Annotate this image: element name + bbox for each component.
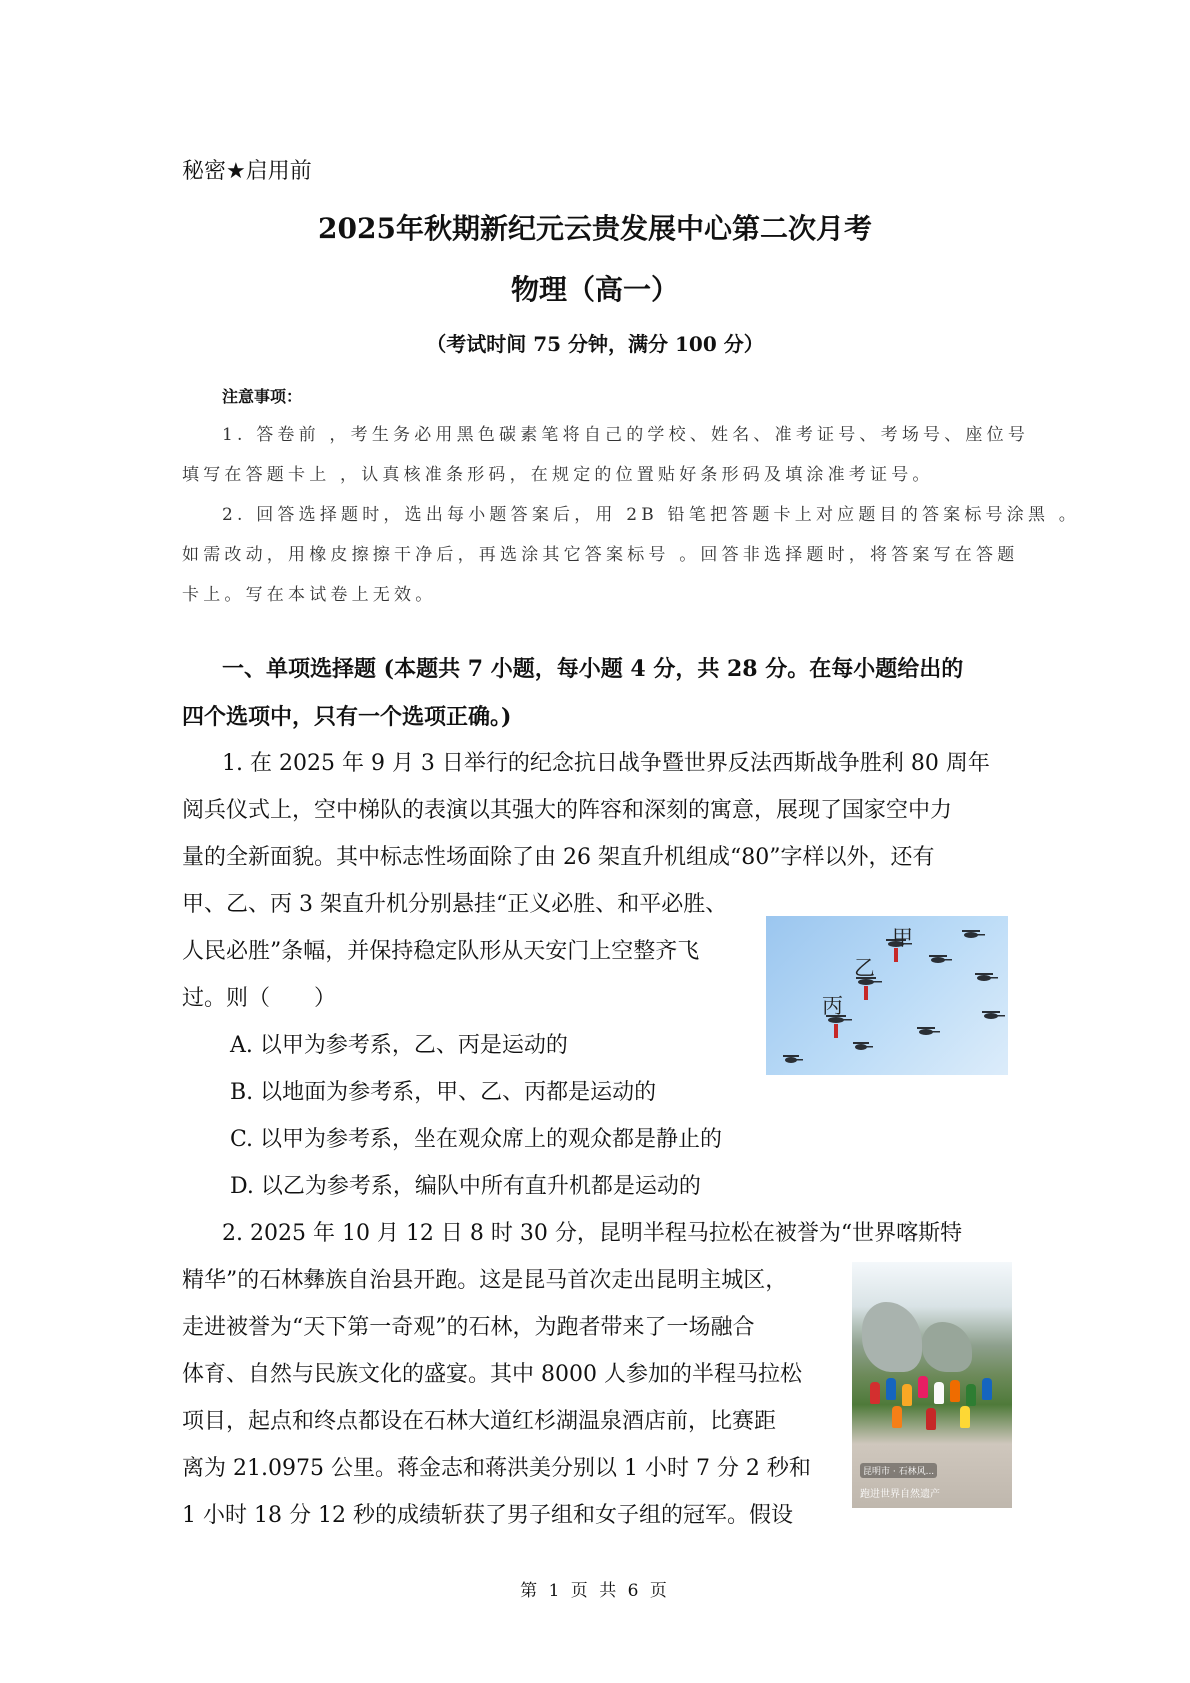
label-yi: 乙 (854, 956, 875, 980)
photo-location-caption: 昆明市 · 石林风... (860, 1463, 937, 1478)
secret-mark: 秘密★启用前 (182, 159, 312, 184)
subject-title: 物理（高一） (510, 273, 679, 306)
question-2-line: 项目，起点和终点都设在石林大道红杉湖温泉酒店前，比赛距 (182, 1409, 777, 1434)
note-line: 卡上。写在本试卷上无效。 (182, 585, 437, 605)
question-1-line: 过。则（ ） (182, 986, 337, 1011)
question-1-line: 量的全新面貌。其中标志性场面除了由 26 架直升机组成“80”字样以外，还有 (182, 845, 935, 870)
label-bing: 丙 (822, 994, 843, 1018)
question-2-line: 精华”的石林彝族自治县开跑。这是昆马首次走出昆明主城区， (182, 1268, 788, 1293)
option-a: A. 以甲为参考系，乙、丙是运动的 (230, 1033, 568, 1058)
question-2-line: 体育、自然与民族文化的盛宴。其中 8000 人参加的半程马拉松 (182, 1362, 802, 1387)
question-1-line: 人民必胜”条幅，并保持稳定队形从天安门上空整齐飞 (182, 939, 700, 964)
question-2-line: 1 小时 18 分 12 秒的成绩斩获了男子组和女子组的冠军。假设 (182, 1503, 793, 1528)
notes-heading: 注意事项： (222, 387, 303, 406)
question-1-line: 阅兵仪式上，空中梯队的表演以其强大的阵容和深刻的寓意，展现了国家空中力 (182, 798, 953, 823)
helicopter-icons (766, 916, 1008, 1075)
question-1-line: 甲、乙、丙 3 架直升机分别悬挂“正义必胜、和平必胜、 (182, 892, 728, 917)
question-2-line: 2. 2025 年 10 月 12 日 8 时 30 分，昆明半程马拉松在被誉为“世界喀斯特 (222, 1221, 963, 1246)
note-line: 填写在答题卡上 ，认真核准条形码，在规定的位置贴好条形码及填涂准考证号。 (182, 465, 934, 485)
question-2-line: 走进被誉为“天下第一奇观”的石林，为跑者带来了一场融合 (182, 1315, 755, 1340)
question-1-line: 1. 在 2025 年 9 月 3 日举行的纪念抗日战争暨世界反法西斯战争胜利 80 周年 (222, 751, 990, 776)
note-line: 2. 回答选择题时，选出每小题答案后，用 2B 铅笔把答题卡上对应题目的答案标号涂黑 。 (222, 505, 1080, 525)
section-heading: 一、单项选择题 (本题共 7 小题，每小题 4 分，共 28 分。在每小题给出的 (222, 656, 964, 682)
option-b: B. 以地面为参考系，甲、乙、丙都是运动的 (230, 1080, 657, 1105)
exam-title: 2025年秋期新纪元云贵发展中心第二次月考 (318, 212, 872, 245)
question-2-line: 离为 21.0975 公里。蒋金志和蒋洪美分别以 1 小时 7 分 2 秒和 (182, 1456, 811, 1481)
option-d: D. 以乙为参考系，编队中所有直升机都是运动的 (230, 1174, 701, 1199)
marathon-photo (852, 1262, 1012, 1508)
exam-info: （考试时间 75 分钟，满分 100 分） (426, 332, 764, 356)
option-c: C. 以甲为参考系，坐在观众席上的观众都是静止的 (230, 1127, 723, 1152)
note-line: 如需改动，用橡皮擦擦干净后，再选涂其它答案标号 。回答非选择题时，将答案写在答题 (182, 545, 1019, 565)
section-heading-cont: 四个选项中，只有一个选项正确。) (182, 704, 512, 730)
note-line: 1. 答卷前 ，考生务必用黑色碳素笔将自己的学校、姓名、准考证号、考场号、座位号 (222, 425, 1030, 445)
photo-caption: 跑进世界自然遗产 (860, 1489, 940, 1500)
label-jia: 甲 (892, 926, 913, 950)
helicopter-formation-image (766, 916, 1008, 1075)
page-number: 第 1 页 共 6 页 (520, 1581, 670, 1601)
